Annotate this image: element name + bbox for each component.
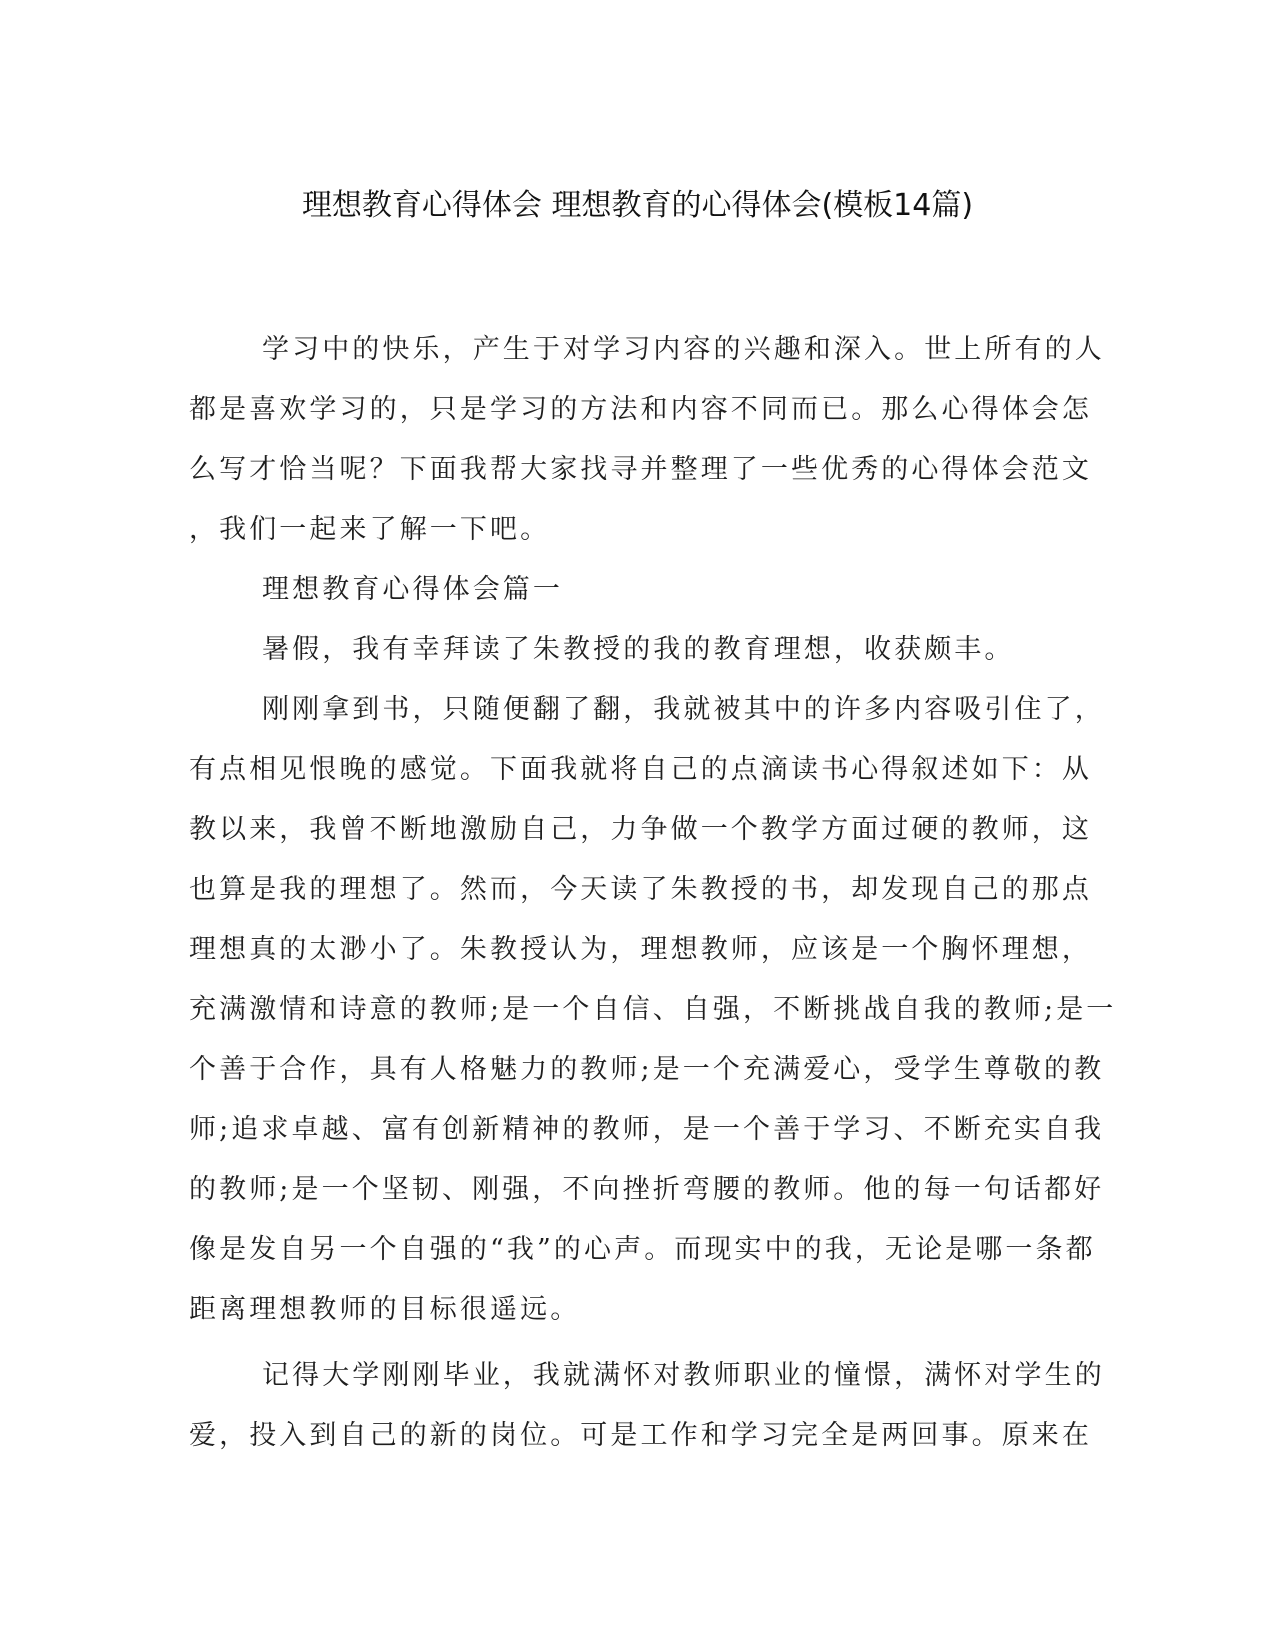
paragraph-line: 刚刚拿到书，只随便翻了翻，我就被其中的许多内容吸引住了， xyxy=(262,694,1105,725)
paragraph-line: 充满激情和诗意的教师;是一个自信、自强，不断挑战自我的教师;是一 xyxy=(189,994,1117,1025)
paragraph-line: 个善于合作，具有人格魅力的教师;是一个充满爱心，受学生尊敬的教 xyxy=(189,1054,1105,1085)
paragraph-line: 像是发自另一个自强的“我”的心声。而现实中的我，无论是哪一条都 xyxy=(189,1234,1096,1265)
paragraph-line: 暑假，我有幸拜读了朱教授的我的教育理想，收获颇丰。 xyxy=(262,634,1015,665)
paragraph-line: 都是喜欢学习的，只是学习的方法和内容不同而已。那么心得体会怎 xyxy=(189,394,1092,425)
paragraph-line: 的教师;是一个坚韧、刚强，不向挫折弯腰的教师。他的每一句话都好 xyxy=(189,1174,1105,1205)
paragraph-line: 记得大学刚刚毕业，我就满怀对教师职业的憧憬，满怀对学生的 xyxy=(262,1360,1105,1391)
paragraph-line: 学习中的快乐，产生于对学习内容的兴趣和深入。世上所有的人 xyxy=(262,334,1105,365)
paragraph-line: 距离理想教师的目标很遥远。 xyxy=(189,1294,581,1325)
document-body xyxy=(189,320,1117,1466)
paragraph-line: 么写才恰当呢？下面我帮大家找寻并整理了一些优秀的心得体会范文 xyxy=(189,454,1092,485)
paragraph-line: 也算是我的理想了。然而，今天读了朱教授的书，却发现自己的那点 xyxy=(189,874,1092,905)
section-heading: 理想教育心得体会篇一 xyxy=(262,574,563,605)
paragraph-line: 教以来，我曾不断地激励自己，力争做一个教学方面过硬的教师，这 xyxy=(189,814,1092,845)
paragraph-line: 师;追求卓越、富有创新精神的教师，是一个善于学习、不断充实自我 xyxy=(189,1114,1105,1145)
paragraph-line: 爱，投入到自己的新的岗位。可是工作和学习完全是两回事。原来在 xyxy=(189,1420,1092,1451)
paragraph-line: ，我们一起来了解一下吧。 xyxy=(189,514,551,545)
paragraph-line: 理想真的太渺小了。朱教授认为，理想教师，应该是一个胸怀理想， xyxy=(189,934,1092,965)
document-title: 理想教育心得体会 理想教育的心得体会(模板14篇) xyxy=(301,188,974,223)
paragraph-line: 有点相见恨晚的感觉。下面我就将自己的点滴读书心得叙述如下：从 xyxy=(189,754,1092,785)
